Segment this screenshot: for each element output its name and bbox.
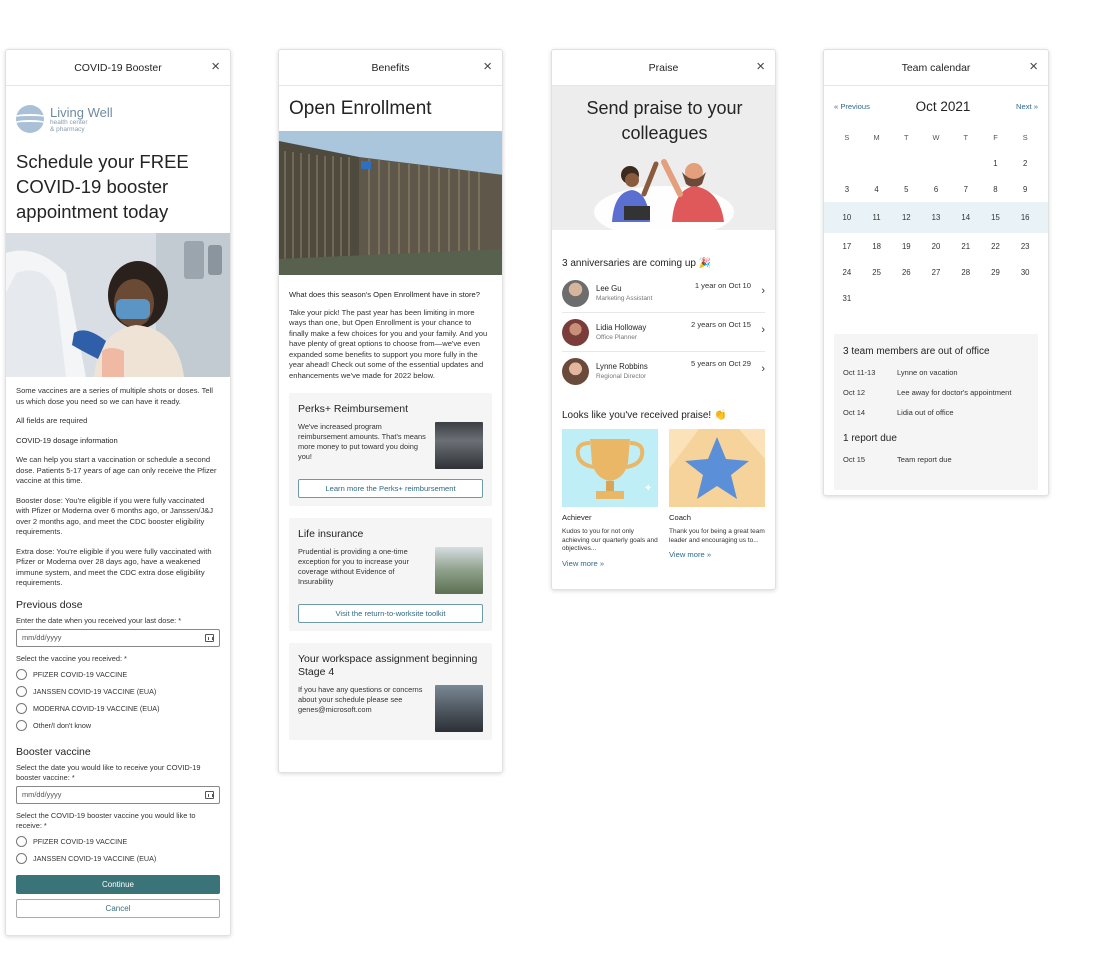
learn-more-button[interactable]: Learn more the Perks+ reimbursement — [298, 479, 483, 498]
praise-hero — [552, 86, 776, 230]
toolkit-button[interactable]: Visit the return-to-worksite toolkit — [298, 604, 483, 623]
card-header — [552, 50, 775, 86]
ooo-heading: 3 team members are out of office — [843, 346, 990, 357]
list-item[interactable] — [562, 352, 765, 391]
view-more-link[interactable]: View more » — [669, 550, 712, 560]
weekday-label: F — [993, 132, 998, 142]
lead-text: What does this season's Open Enrollment have in store? — [289, 290, 480, 299]
calendar-icon[interactable] — [205, 791, 214, 799]
card-header — [824, 50, 1048, 86]
close-icon[interactable]: × — [1029, 58, 1038, 75]
praise-badge[interactable] — [562, 429, 658, 568]
avatar — [562, 319, 589, 346]
praise-badges — [562, 429, 765, 568]
benefit-text: Prudential is providing a one-time exception for you to increase your coverage without Evidence of Insurability — [298, 547, 409, 586]
weekday-label: W — [932, 132, 940, 142]
month-title: Oct 2021 — [915, 98, 971, 114]
radio-button[interactable] — [16, 853, 27, 864]
card-title: Praise — [648, 61, 679, 74]
praise-card — [551, 49, 776, 590]
next-month-link[interactable]: Next » — [1016, 101, 1038, 111]
weekday-header — [824, 124, 1048, 150]
radio-option[interactable] — [16, 852, 220, 865]
prev-date-input[interactable] — [16, 629, 220, 647]
team-calendar-card — [823, 49, 1049, 496]
covid-booster-card — [5, 49, 231, 936]
anniversary-text: 1 year on Oct 10 — [694, 281, 751, 290]
radio-label: Other/I don't know — [33, 720, 92, 730]
benefit-image — [435, 685, 483, 732]
radio-label: JANSSEN COVID-19 VACCINE (EUA) — [33, 853, 157, 863]
date-placeholder: mm/dd/yyyy — [22, 790, 62, 799]
calendar-grid — [824, 124, 1048, 311]
calendar-day[interactable]: 9 — [1023, 184, 1028, 194]
ooo-date: Oct 14 — [843, 408, 866, 417]
person-name: Lee Gu — [596, 283, 622, 293]
radio-label: PFIZER COVID-19 VACCINE — [33, 836, 128, 846]
report-text: Team report due — [897, 455, 952, 464]
calendar-day[interactable]: 6 — [933, 184, 939, 194]
calendar-week — [824, 259, 1048, 285]
card-title: COVID-19 Booster — [74, 61, 162, 74]
ooo-text: Lynne on vacation — [897, 368, 958, 377]
benefit-image — [435, 547, 483, 594]
calendar-week-selected — [824, 202, 1048, 233]
calendar-day[interactable]: 15 — [991, 213, 1000, 222]
person-role: Office Planner — [596, 333, 638, 341]
star-icon — [669, 429, 765, 507]
calendar-day[interactable]: 29 — [991, 267, 1000, 277]
benefit-card — [289, 643, 492, 740]
calendar-day[interactable]: 8 — [993, 184, 998, 194]
out-of-office-panel — [834, 334, 1038, 490]
anniversary-text: 5 years on Oct 29 — [691, 359, 751, 368]
calendar-icon[interactable] — [205, 634, 214, 642]
calendar-day[interactable]: 17 — [842, 241, 852, 251]
avatar — [562, 358, 589, 385]
radio-option[interactable] — [16, 719, 220, 732]
benefit-title: Life insurance — [298, 528, 364, 540]
benefit-title: Perks+ Reimbursement — [298, 403, 408, 415]
benefit-title: Your workspace assignment beginning Stage 4 — [298, 653, 478, 678]
calendar-week — [824, 233, 1048, 259]
calendar-day[interactable]: 14 — [961, 213, 971, 222]
anniversary-list — [552, 274, 775, 391]
radio-button[interactable] — [16, 669, 27, 680]
radio-label: JANSSEN COVID-19 VACCINE (EUA) — [33, 686, 157, 696]
calendar-day[interactable]: 28 — [961, 267, 971, 277]
radio-option[interactable] — [16, 702, 220, 715]
prev-date-label: Enter the date when you received your last dose: * — [16, 615, 182, 625]
weekday-label: M — [873, 132, 880, 142]
calendar-day[interactable]: 10 — [842, 213, 852, 222]
radio-label: MODERNA COVID-19 VACCINE (EUA) — [33, 703, 160, 713]
list-item[interactable] — [562, 274, 765, 313]
calendar-day[interactable]: 23 — [1020, 241, 1030, 251]
calendar-week — [824, 285, 1048, 311]
calendar-day[interactable]: 18 — [872, 241, 881, 251]
dosage-heading: COVID-19 dosage information — [16, 435, 118, 445]
calendar-day[interactable]: 7 — [963, 184, 968, 194]
ooo-text: Lidia out of office — [897, 408, 954, 417]
body-text: Take your pick! The past year has been limiting in more ways than one, but Open Enrollment is your chance to finally make a few choices for you and your family. And you have plenty of great options to choose from—we've even expanded some benefits to support you more fully in the year ahead! Check out some of the essential updates and enhancements we've made for 2022 below. — [289, 307, 488, 380]
booster-date-input[interactable] — [16, 786, 220, 804]
badge-description: Kudos to you for not only achieving our quarterly goals and objectives... — [562, 528, 658, 553]
page-title: Schedule your FREE COVID-19 booster appointment today — [16, 151, 189, 222]
calendar-day[interactable]: 2 — [1023, 158, 1028, 168]
person-role: Marketing Assistant — [596, 294, 653, 302]
benefits-card — [278, 49, 503, 773]
prev-vaccine-options — [6, 668, 230, 732]
benefit-text: If you have any questions or concerns about your schedule please see genes@microsoft.com — [298, 685, 423, 714]
calendar-day[interactable]: 16 — [1020, 213, 1030, 222]
weekday-label: S — [1022, 132, 1028, 142]
calendar-day[interactable]: 12 — [901, 213, 911, 222]
calendar-day[interactable]: 30 — [1020, 267, 1030, 277]
trophy-icon — [562, 429, 658, 507]
calendar-day[interactable]: 11 — [872, 213, 881, 222]
calendar-day[interactable]: 19 — [901, 241, 911, 251]
list-item[interactable] — [562, 313, 765, 352]
office-building-photo — [279, 131, 503, 275]
close-icon[interactable]: × — [483, 58, 492, 75]
dosage-text: We can help you start a vaccination or schedule a second dose. Patients 5-17 years of age can only receive the Pfizer vaccine at this time. — [16, 455, 217, 485]
calendar-day[interactable]: 27 — [931, 267, 941, 277]
calendar-day[interactable]: 4 — [874, 184, 879, 194]
avatar — [562, 280, 589, 307]
ooo-item — [843, 388, 1029, 397]
calendar-day[interactable]: 22 — [991, 241, 1000, 251]
benefit-card — [289, 393, 492, 506]
previous-month-link[interactable]: « Previous — [834, 101, 870, 111]
anniversaries-heading: 3 anniversaries are coming up 🎉 — [562, 258, 712, 269]
radio-label: PFIZER COVID-19 VACCINE — [33, 669, 128, 679]
cancel-button[interactable]: Cancel — [16, 899, 220, 918]
vaccination-photo — [6, 233, 231, 377]
radio-option[interactable] — [16, 668, 220, 681]
card-title: Benefits — [371, 61, 410, 74]
ooo-item — [843, 368, 1029, 377]
radio-button[interactable] — [16, 836, 27, 847]
weekday-label: T — [963, 132, 968, 142]
badge-name: Coach — [669, 513, 691, 522]
calendar-day[interactable]: 24 — [842, 267, 852, 277]
badge-description: Thank you for being a great team leader and encouraging us to... — [669, 528, 765, 544]
benefit-image — [435, 422, 483, 469]
logo-icon — [16, 105, 44, 133]
radio-button[interactable] — [16, 686, 27, 697]
ooo-date: Oct 11-13 — [843, 368, 876, 377]
anniversary-text: 2 years on Oct 15 — [691, 320, 751, 329]
calendar-week — [824, 176, 1048, 202]
card-header — [6, 50, 230, 86]
calendar-day[interactable]: 3 — [844, 184, 850, 194]
chevron-right-icon[interactable]: › — [761, 324, 765, 336]
weekday-label: S — [844, 132, 850, 142]
person-name: Lidia Holloway — [596, 322, 647, 332]
high-five-illustration — [552, 150, 776, 230]
chevron-right-icon[interactable]: › — [761, 285, 765, 297]
svg-text:✦: ✦ — [644, 483, 653, 494]
close-icon[interactable]: × — [211, 58, 220, 75]
intro-text: Some vaccines are a series of multiple shots or doses. Tell us which dose you need so we can have it ready. — [16, 386, 213, 406]
booster-vaccine-label: Select the COVID-19 booster vaccine you would like to receive: * — [16, 810, 196, 830]
ooo-item — [843, 408, 1029, 417]
page-title: Open Enrollment — [289, 98, 432, 119]
radio-button[interactable] — [16, 720, 27, 731]
logo-subtitle: health center — [50, 118, 88, 126]
calendar-day[interactable]: 1 — [993, 158, 998, 168]
booster-text: Booster dose: You're eligible if you were fully vaccinated with Pfizer or Moderna over 6 months ago, or Janssen/J&J over 2 months ago, and meet the CDC booster eligibility requirements. — [16, 495, 214, 536]
booster-vaccine-heading: Booster vaccine — [16, 745, 91, 758]
calendar-day[interactable]: 21 — [961, 241, 971, 251]
benefit-text: We've increased program reimbursement amounts. That's means more money to put toward you doing you! — [298, 422, 426, 461]
prev-vaccine-label: Select the vaccine you received: * — [16, 653, 127, 663]
badge-name: Achiever — [562, 513, 592, 522]
calendar-nav — [834, 98, 1038, 114]
continue-button[interactable]: Continue — [16, 875, 220, 894]
calendar-day[interactable]: 20 — [931, 241, 941, 251]
person-name: Lynne Robbins — [596, 362, 648, 371]
booster-date-label: Select the date you would like to receive your COVID-19 booster vaccine: * — [16, 762, 201, 782]
view-more-link[interactable]: View more » — [562, 559, 605, 569]
close-icon[interactable]: × — [756, 58, 765, 75]
card-header — [279, 50, 502, 86]
report-heading: 1 report due — [843, 433, 897, 444]
calendar-day[interactable]: 25 — [872, 267, 881, 277]
report-date: Oct 15 — [843, 455, 866, 464]
received-praise-heading: Looks like you've received praise! 👏 — [562, 410, 727, 421]
calendar-day[interactable]: 26 — [901, 267, 911, 277]
weekday-label: T — [904, 132, 909, 142]
person-role: Regional Director — [596, 373, 647, 380]
radio-button[interactable] — [16, 703, 27, 714]
calendar-day[interactable]: 31 — [842, 293, 852, 303]
benefit-card — [289, 518, 492, 631]
radio-option[interactable] — [16, 685, 220, 698]
logo-name: Living Well — [50, 104, 113, 120]
required-note: All fields are required — [16, 416, 88, 425]
praise-badge[interactable] — [669, 429, 765, 568]
calendar-day[interactable]: 5 — [904, 184, 909, 194]
card-title: Team calendar — [901, 61, 971, 74]
ooo-text: Lee away for doctor's appointment — [897, 388, 1012, 397]
calendar-week — [824, 150, 1048, 176]
logo-subtitle: & pharmacy — [50, 125, 85, 133]
previous-dose-heading: Previous dose — [16, 598, 83, 611]
calendar-day[interactable]: 13 — [931, 213, 941, 222]
date-placeholder: mm/dd/yyyy — [22, 633, 62, 642]
extra-dose-text: Extra dose: You're eligible if you were fully vaccinated with Pfizer or Moderna over 28 days ago, have a weakened immune system, and meet the CDC extra dose eligibility requirements. — [16, 546, 212, 587]
chevron-right-icon[interactable]: › — [761, 363, 765, 375]
report-item — [843, 455, 1029, 464]
booster-vaccine-options — [6, 835, 230, 865]
radio-option[interactable] — [16, 835, 220, 848]
page-title: Send praise to your colleagues — [586, 98, 743, 143]
ooo-date: Oct 12 — [843, 388, 866, 397]
brand-logo — [16, 100, 230, 138]
